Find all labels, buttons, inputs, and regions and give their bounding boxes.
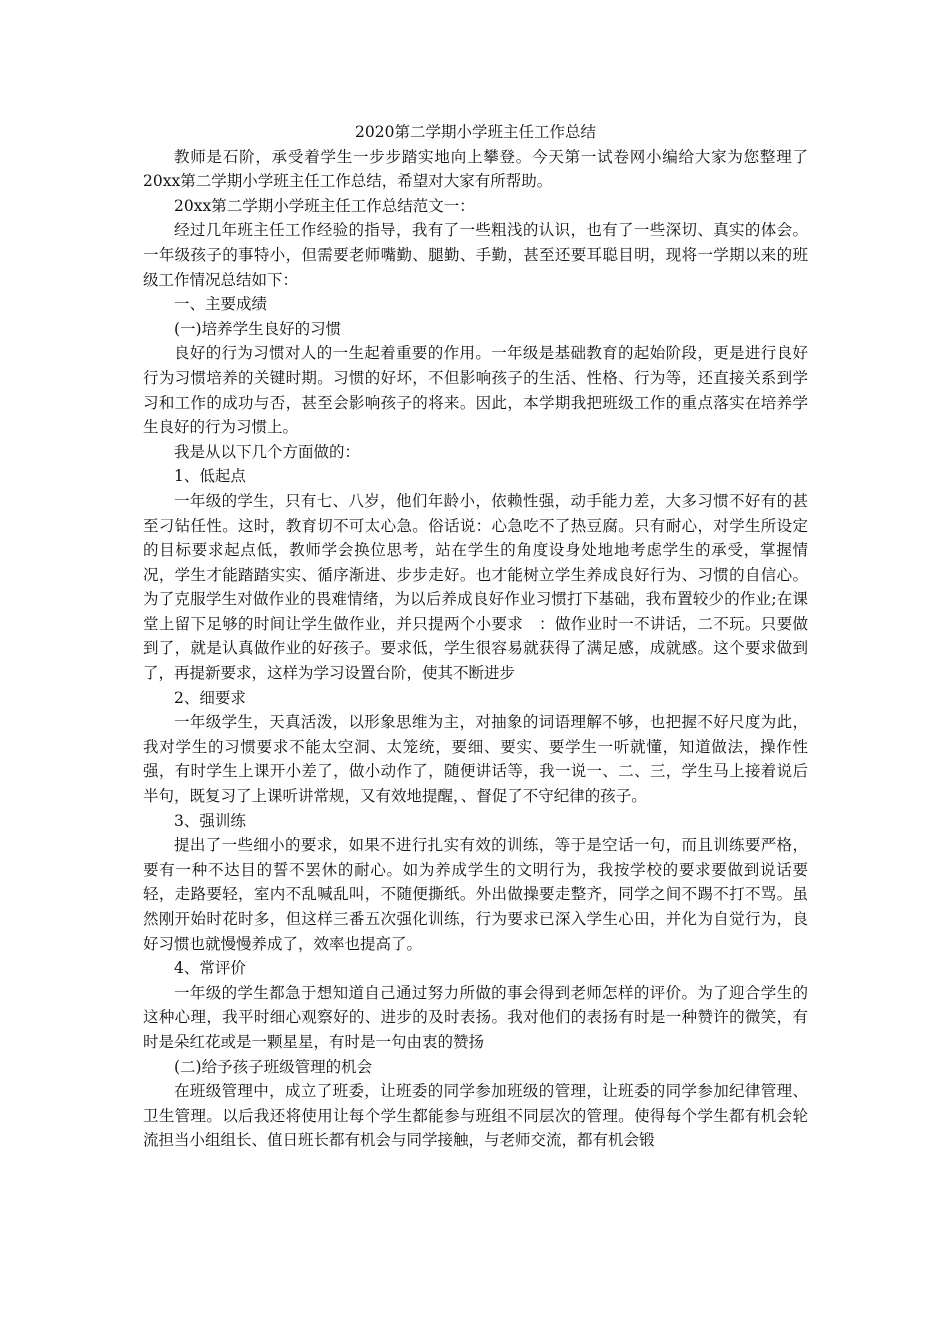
paragraph-habits: 良好的行为习惯对人的一生起着重要的作用。一年级是基础教育的起始阶段，更是进行良好行为习惯培养的关键时期。习惯的好坏，不但影响孩子的生活、性格、行为等，还直接关系到学习和工作的成功与否，甚至会影响孩子的将来。因此，本学期我把班级工作的重点落实在培养学生良好的行为习惯上。 [143, 344, 808, 437]
paragraph-frequent-evaluation: 一年级的学生都急于想知道自己通过努力所做的事会得到老师怎样的评价。为了迎合学生的这种心理，我平时细心观察好的、进步的及时表扬。我对他们的表扬有时是一种赞许的微笑，有时是朵红花或是一颗星星，有时是一句由衷的赞扬 [143, 983, 808, 1051]
paragraph-low-start: 一年级的学生，只有七、八岁，他们年龄小，依赖性强，动手能力差，大多习惯不好有的甚至刁钻任性。这时，教育切不可太心急。俗话说：心急吃不了热豆腐。只有耐心，对学生所设定的目标要求起点低，教师学会换位思考，站在学生的角度设身处地地考虑学生的承受，掌握情况，学生才能踏踏实实、循序渐进、步步走好。也才能树立学生养成良好行为、习惯的自信心。为了克服学生对做作业的畏难情绪，为以后养成良好作业习惯打下基础，我布置较少的作业;在课堂上留下足够的时间让学生做作业，并只提两个小要求 ：做作业时一不讲话，二不玩。只要做到了，就是认真做作业的好孩子。要求低，学生很容易就获得了满足感，成就感。这个要求做到了，再提新要求，这样为学习设置台阶，使其不断进步 [143, 491, 808, 683]
paragraph-strong-training: 提出了一些细小的要求，如果不进行扎实有效的训练，等于是空话一句，而且训练要严格，要有一种不达目的誓不罢休的耐心。如为养成学生的文明行为，我按学校的要求要做到说话要轻，走路要轻，室内不乱喊乱叫，不随便撕纸。外出做操要走整齐，同学之间不踢不打不骂。虽然刚开始时花时多，但这样三番五次强化训练，行为要求已深入学生心田，并化为自觉行为，良好习惯也就慢慢养成了，效率也提高了。 [143, 836, 808, 953]
paragraph-detailed-requirements: 一年级学生，天真活泼，以形象思维为主，对抽象的词语理解不够，也把握不好尺度为此，我对学生的习惯要求不能太空洞、太笼统，要细、要实、要学生一听就懂，知道做法，操作性强，有时学生上课开小差了，做小动作了，随便讲话等，我一说一、二、三，学生马上接着说后半句，既复习了上课听讲常规，又有效地提醒，、督促了不守纪律的孩子。 [143, 713, 808, 806]
item-heading-detailed-requirements: 2、细要求 [174, 688, 246, 707]
document-body [143, 120, 808, 1153]
document-title: 2020第二学期小学班主任工作总结 [355, 123, 596, 141]
paragraph-intro: 教师是石阶，承受着学生一步步踏实地向上攀登。今天第一试卷网小编给大家为您整理了20xx第二学期小学班主任工作总结，希望对大家有所帮助。 [143, 147, 808, 191]
item-heading-strong-training: 3、强训练 [174, 811, 246, 830]
subsection-heading-good-habits: (一)培养学生良好的习惯 [174, 319, 342, 338]
section-heading-main-achievements: 一、主要成绩 [174, 295, 268, 314]
paragraph-class-management: 在班级管理中，成立了班委，让班委的同学参加班级的管理，让班委的同学参加纪律管理、卫生管理。以后我还将使用让每个学生都能参与班组不同层次的管理。使得每个学生都有机会轮流担当小组组长、值日班长都有机会与同学接触，与老师交流，都有机会锻 [143, 1082, 808, 1150]
paragraph-sample-heading: 20xx第二学期小学班主任工作总结范文一： [174, 196, 475, 215]
item-heading-frequent-evaluation: 4、常评价 [174, 959, 246, 978]
paragraph-overview: 经过几年班主任工作经验的指导，我有了一些粗浅的认识，也有了一些深切、真实的体会。一年级孩子的事特小，但需要老师嘴勤、腿勤、手勤，甚至还要耳聪目明，现将一学期以来的班级工作情况总结如下： [143, 221, 808, 289]
item-heading-low-start: 1、低起点 [174, 467, 246, 486]
paragraph-aspects: 我是从以下几个方面做的： [174, 442, 361, 461]
subsection-heading-class-management: (二)给予孩子班级管理的机会 [174, 1057, 373, 1076]
